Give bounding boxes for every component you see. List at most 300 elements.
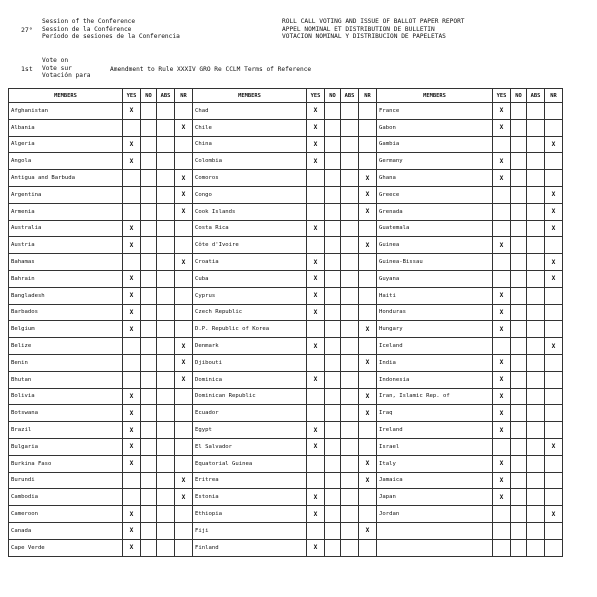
vote-nr-cell bbox=[545, 304, 563, 321]
session-label bbox=[42, 18, 180, 41]
vote-yes-cell: X bbox=[123, 405, 141, 422]
vote-abs-cell bbox=[341, 220, 359, 237]
vote-no-cell bbox=[325, 438, 341, 455]
vote-yes-cell: X bbox=[307, 371, 325, 388]
vote-nr-cell bbox=[359, 119, 377, 136]
vote-yes-cell: X bbox=[493, 472, 511, 489]
vote-no-cell bbox=[511, 489, 527, 506]
vote-no-cell bbox=[141, 422, 157, 439]
column-header: YES bbox=[307, 89, 325, 103]
vote-abs-cell bbox=[157, 338, 175, 355]
vote-abs-cell bbox=[341, 186, 359, 203]
vote-abs-cell bbox=[157, 321, 175, 338]
vote-no-cell bbox=[141, 539, 157, 556]
vote-nr-cell: X bbox=[545, 254, 563, 271]
vote-abs-cell bbox=[157, 388, 175, 405]
vote-yes-cell: X bbox=[493, 103, 511, 120]
vote-nr-cell bbox=[359, 270, 377, 287]
vote-no-cell bbox=[141, 203, 157, 220]
vote-nr-cell: X bbox=[545, 270, 563, 287]
vote-no-cell bbox=[141, 455, 157, 472]
vote-abs-cell bbox=[527, 472, 545, 489]
vote-nr-cell: X bbox=[545, 203, 563, 220]
vote-nr-cell bbox=[545, 287, 563, 304]
vote-no-cell bbox=[325, 489, 341, 506]
table-row bbox=[9, 186, 563, 203]
vote-abs-cell bbox=[341, 254, 359, 271]
vote-yes-cell: X bbox=[123, 136, 141, 153]
member-name: Albania bbox=[9, 119, 123, 136]
vote-nr-cell bbox=[545, 103, 563, 120]
vote-nr-cell: X bbox=[359, 455, 377, 472]
member-name: Jordan bbox=[377, 506, 493, 523]
member-name: Germany bbox=[377, 153, 493, 170]
vote-yes-cell: X bbox=[307, 438, 325, 455]
report-line: VOTACION NOMINAL Y DISTRIBUCION DE PAPELETAS bbox=[282, 33, 446, 41]
table-row bbox=[9, 354, 563, 371]
vote-yes-cell: X bbox=[307, 270, 325, 287]
vote-nr-cell bbox=[175, 506, 193, 523]
vote-abs-cell bbox=[157, 472, 175, 489]
vote-nr-cell: X bbox=[175, 489, 193, 506]
session-line: Session of the Conference bbox=[42, 18, 136, 25]
vote-abs-cell bbox=[341, 304, 359, 321]
column-header: MEMBERS bbox=[9, 89, 123, 103]
member-name: Greece bbox=[377, 186, 493, 203]
member-name: Honduras bbox=[377, 304, 493, 321]
vote-abs-cell bbox=[341, 438, 359, 455]
vote-on-line: Vote on bbox=[42, 57, 69, 64]
vote-abs-cell bbox=[527, 388, 545, 405]
vote-abs-cell bbox=[341, 371, 359, 388]
member-name: Czech Republic bbox=[193, 304, 307, 321]
vote-nr-cell bbox=[545, 405, 563, 422]
vote-nr-cell bbox=[359, 422, 377, 439]
vote-yes-cell: X bbox=[493, 388, 511, 405]
vote-yes-cell: X bbox=[493, 237, 511, 254]
vote-nr-cell bbox=[359, 304, 377, 321]
vote-nr-cell bbox=[545, 153, 563, 170]
member-name: Cape Verde bbox=[9, 539, 123, 556]
vote-yes-cell: X bbox=[123, 304, 141, 321]
vote-nr-cell bbox=[359, 371, 377, 388]
column-header: MEMBERS bbox=[377, 89, 493, 103]
vote-nr-cell bbox=[545, 522, 563, 539]
vote-no-cell bbox=[511, 103, 527, 120]
vote-nr-cell bbox=[359, 153, 377, 170]
vote-abs-cell bbox=[527, 506, 545, 523]
vote-yes-cell: X bbox=[307, 254, 325, 271]
vote-yes-cell bbox=[307, 203, 325, 220]
vote-no-cell bbox=[325, 170, 341, 187]
member-name: Djibouti bbox=[193, 354, 307, 371]
vote-no-cell bbox=[325, 304, 341, 321]
session-line: Session de la Conférence bbox=[42, 25, 132, 33]
vote-no-cell bbox=[141, 506, 157, 523]
member-name: Indonesia bbox=[377, 371, 493, 388]
vote-abs-cell bbox=[157, 186, 175, 203]
vote-nr-cell bbox=[545, 119, 563, 136]
vote-yes-cell bbox=[307, 170, 325, 187]
vote-nr-cell: X bbox=[359, 237, 377, 254]
vote-nr-cell bbox=[175, 237, 193, 254]
vote-abs-cell bbox=[157, 422, 175, 439]
vote-nr-cell bbox=[359, 539, 377, 556]
member-name: Barbados bbox=[9, 304, 123, 321]
vote-yes-cell: X bbox=[307, 489, 325, 506]
vote-abs-cell bbox=[527, 237, 545, 254]
member-name: Benin bbox=[9, 354, 123, 371]
session-line: Período de sesiones de la Conferencia bbox=[42, 33, 180, 41]
member-name: Jamaica bbox=[377, 472, 493, 489]
vote-yes-cell bbox=[493, 220, 511, 237]
member-name: Bulgaria bbox=[9, 438, 123, 455]
vote-nr-cell bbox=[175, 388, 193, 405]
vote-no-cell bbox=[141, 237, 157, 254]
table-row bbox=[9, 119, 563, 136]
table-row bbox=[9, 153, 563, 170]
vote-nr-cell bbox=[175, 438, 193, 455]
vote-yes-cell: X bbox=[123, 522, 141, 539]
vote-yes-cell: X bbox=[493, 489, 511, 506]
vote-nr-cell: X bbox=[359, 405, 377, 422]
vote-yes-cell: X bbox=[493, 321, 511, 338]
vote-no-cell bbox=[511, 119, 527, 136]
vote-yes-cell bbox=[123, 203, 141, 220]
vote-yes-cell bbox=[493, 270, 511, 287]
vote-yes-cell: X bbox=[493, 371, 511, 388]
vote-yes-cell bbox=[493, 522, 511, 539]
table-row bbox=[9, 489, 563, 506]
member-name: Cuba bbox=[193, 270, 307, 287]
vote-yes-cell: X bbox=[123, 438, 141, 455]
member-name: Argentina bbox=[9, 186, 123, 203]
vote-yes-cell bbox=[123, 338, 141, 355]
table-row bbox=[9, 371, 563, 388]
column-header: ABS bbox=[527, 89, 545, 103]
vote-yes-cell: X bbox=[493, 405, 511, 422]
member-name: Guatemala bbox=[377, 220, 493, 237]
member-name: Bangladesh bbox=[9, 287, 123, 304]
vote-no-cell bbox=[511, 472, 527, 489]
vote-abs-cell bbox=[157, 506, 175, 523]
vote-abs-cell bbox=[527, 371, 545, 388]
vote-nr-cell: X bbox=[545, 186, 563, 203]
vote-nr-cell: X bbox=[545, 438, 563, 455]
member-name: Iran, Islamic Rep. of bbox=[377, 388, 493, 405]
vote-yes-cell bbox=[123, 170, 141, 187]
vote-abs-cell bbox=[157, 254, 175, 271]
vote-no-cell bbox=[141, 489, 157, 506]
vote-yes-cell: X bbox=[307, 136, 325, 153]
member-name: Cameroon bbox=[9, 506, 123, 523]
vote-abs-cell bbox=[341, 321, 359, 338]
vote-abs-cell bbox=[157, 522, 175, 539]
vote-abs-cell bbox=[157, 304, 175, 321]
table-row bbox=[9, 422, 563, 439]
vote-nr-cell: X bbox=[175, 354, 193, 371]
vote-abs-cell bbox=[527, 354, 545, 371]
column-header: ABS bbox=[341, 89, 359, 103]
member-name: France bbox=[377, 103, 493, 120]
vote-no-cell bbox=[141, 119, 157, 136]
member-name: Croatia bbox=[193, 254, 307, 271]
column-header: NR bbox=[175, 89, 193, 103]
member-name: Ethiopia bbox=[193, 506, 307, 523]
vote-yes-cell: X bbox=[123, 422, 141, 439]
vote-no-cell bbox=[511, 422, 527, 439]
member-name: Congo bbox=[193, 186, 307, 203]
member-name: Chile bbox=[193, 119, 307, 136]
vote-nr-cell: X bbox=[175, 371, 193, 388]
vote-on-line: Votación para bbox=[42, 72, 91, 80]
vote-yes-cell: X bbox=[307, 506, 325, 523]
member-name: Equatorial Guinea bbox=[193, 455, 307, 472]
member-name: Guinea bbox=[377, 237, 493, 254]
table-row bbox=[9, 472, 563, 489]
member-name: Afghanistan bbox=[9, 103, 123, 120]
vote-abs-cell bbox=[527, 186, 545, 203]
vote-abs-cell bbox=[157, 153, 175, 170]
vote-nr-cell bbox=[545, 321, 563, 338]
vote-yes-cell bbox=[123, 186, 141, 203]
vote-nr-cell bbox=[545, 472, 563, 489]
member-name: Belize bbox=[9, 338, 123, 355]
vote-nr-cell bbox=[359, 438, 377, 455]
member-name: Belgium bbox=[9, 321, 123, 338]
vote-no-cell bbox=[511, 506, 527, 523]
vote-no-cell bbox=[511, 254, 527, 271]
motion-title: Amendment to Rule XXXIV GRO Re CCLM Terms of Reference bbox=[110, 66, 312, 73]
vote-abs-cell bbox=[157, 539, 175, 556]
vote-no-cell bbox=[511, 354, 527, 371]
vote-no-cell bbox=[511, 438, 527, 455]
vote-nr-cell bbox=[545, 388, 563, 405]
vote-yes-cell: X bbox=[307, 287, 325, 304]
vote-no-cell bbox=[325, 103, 341, 120]
vote-nr-cell bbox=[545, 371, 563, 388]
table-row bbox=[9, 254, 563, 271]
vote-abs-cell bbox=[341, 153, 359, 170]
member-name: Gambia bbox=[377, 136, 493, 153]
table-header bbox=[9, 89, 563, 103]
member-name: Iraq bbox=[377, 405, 493, 422]
vote-no-cell bbox=[511, 287, 527, 304]
vote-abs-cell bbox=[157, 438, 175, 455]
member-name: Bahrain bbox=[9, 270, 123, 287]
vote-yes-cell: X bbox=[123, 237, 141, 254]
member-name: Bahamas bbox=[9, 254, 123, 271]
vote-abs-cell bbox=[527, 489, 545, 506]
vote-number: 1st bbox=[21, 65, 33, 73]
vote-nr-cell: X bbox=[359, 354, 377, 371]
vote-on-line: Vote sur bbox=[42, 64, 72, 72]
vote-yes-cell: X bbox=[123, 321, 141, 338]
member-name: Dominica bbox=[193, 371, 307, 388]
vote-abs-cell bbox=[157, 103, 175, 120]
member-name: India bbox=[377, 354, 493, 371]
vote-nr-cell bbox=[359, 489, 377, 506]
vote-no-cell bbox=[325, 472, 341, 489]
vote-abs-cell bbox=[341, 237, 359, 254]
vote-nr-cell: X bbox=[175, 119, 193, 136]
vote-yes-cell bbox=[307, 405, 325, 422]
vote-abs-cell bbox=[341, 522, 359, 539]
vote-yes-cell bbox=[307, 522, 325, 539]
vote-nr-cell bbox=[175, 321, 193, 338]
vote-abs-cell bbox=[527, 203, 545, 220]
vote-no-cell bbox=[325, 186, 341, 203]
vote-nr-cell bbox=[175, 220, 193, 237]
vote-yes-cell: X bbox=[123, 388, 141, 405]
member-name: Ghana bbox=[377, 170, 493, 187]
vote-no-cell bbox=[141, 287, 157, 304]
roll-call-table bbox=[8, 88, 563, 557]
vote-abs-cell bbox=[527, 153, 545, 170]
member-name: Finland bbox=[193, 539, 307, 556]
vote-abs-cell bbox=[527, 103, 545, 120]
vote-abs-cell bbox=[341, 103, 359, 120]
vote-yes-cell: X bbox=[493, 455, 511, 472]
vote-nr-cell: X bbox=[175, 254, 193, 271]
member-name: D.P. Republic of Korea bbox=[193, 321, 307, 338]
vote-no-cell bbox=[511, 237, 527, 254]
vote-abs-cell bbox=[157, 170, 175, 187]
member-name: Algeria bbox=[9, 136, 123, 153]
member-name: Armenia bbox=[9, 203, 123, 220]
vote-nr-cell: X bbox=[175, 170, 193, 187]
table-row bbox=[9, 103, 563, 120]
vote-abs-cell bbox=[341, 539, 359, 556]
vote-yes-cell bbox=[493, 438, 511, 455]
vote-abs-cell bbox=[157, 287, 175, 304]
member-name: Antigua and Barbuda bbox=[9, 170, 123, 187]
vote-nr-cell: X bbox=[359, 522, 377, 539]
member-name: Guyana bbox=[377, 270, 493, 287]
vote-no-cell bbox=[141, 270, 157, 287]
vote-nr-cell: X bbox=[359, 203, 377, 220]
report-title bbox=[282, 18, 465, 41]
table-row bbox=[9, 506, 563, 523]
vote-nr-cell: X bbox=[359, 170, 377, 187]
vote-no-cell bbox=[325, 270, 341, 287]
vote-no-cell bbox=[141, 338, 157, 355]
vote-nr-cell bbox=[545, 455, 563, 472]
vote-no-cell bbox=[325, 237, 341, 254]
vote-no-cell bbox=[325, 422, 341, 439]
vote-no-cell bbox=[141, 170, 157, 187]
vote-yes-cell: X bbox=[493, 287, 511, 304]
vote-abs-cell bbox=[341, 506, 359, 523]
vote-no-cell bbox=[325, 220, 341, 237]
member-name: Côte d'Ivoire bbox=[193, 237, 307, 254]
member-name: Australia bbox=[9, 220, 123, 237]
report-line: ROLL CALL VOTING AND ISSUE OF BALLOT PAPER REPORT bbox=[282, 18, 465, 25]
vote-abs-cell bbox=[341, 287, 359, 304]
vote-no-cell bbox=[325, 539, 341, 556]
vote-nr-cell bbox=[175, 522, 193, 539]
vote-no-cell bbox=[325, 153, 341, 170]
vote-nr-cell bbox=[359, 254, 377, 271]
session-number: 27° bbox=[21, 26, 33, 34]
vote-abs-cell bbox=[527, 438, 545, 455]
table-row bbox=[9, 237, 563, 254]
column-header: YES bbox=[493, 89, 511, 103]
vote-yes-cell bbox=[307, 455, 325, 472]
vote-abs-cell bbox=[341, 170, 359, 187]
vote-abs-cell bbox=[341, 489, 359, 506]
vote-no-cell bbox=[325, 371, 341, 388]
vote-no-cell bbox=[325, 354, 341, 371]
member-name bbox=[377, 522, 493, 539]
vote-yes-cell bbox=[493, 539, 511, 556]
vote-yes-cell: X bbox=[123, 455, 141, 472]
vote-no-cell bbox=[511, 539, 527, 556]
vote-nr-cell: X bbox=[545, 338, 563, 355]
vote-no-cell bbox=[511, 203, 527, 220]
vote-abs-cell bbox=[341, 388, 359, 405]
column-header: ABS bbox=[157, 89, 175, 103]
member-name: Comoros bbox=[193, 170, 307, 187]
member-name: Hungary bbox=[377, 321, 493, 338]
vote-abs-cell bbox=[527, 136, 545, 153]
vote-abs-cell bbox=[527, 455, 545, 472]
vote-abs-cell bbox=[527, 287, 545, 304]
member-name: Bolivia bbox=[9, 388, 123, 405]
vote-abs-cell bbox=[157, 136, 175, 153]
member-name: Haiti bbox=[377, 287, 493, 304]
table-row bbox=[9, 287, 563, 304]
member-name: Botswana bbox=[9, 405, 123, 422]
vote-no-cell bbox=[325, 287, 341, 304]
column-header: NO bbox=[511, 89, 527, 103]
vote-abs-cell bbox=[527, 405, 545, 422]
vote-nr-cell bbox=[175, 136, 193, 153]
vote-no-cell bbox=[141, 220, 157, 237]
vote-abs-cell bbox=[527, 422, 545, 439]
member-name: Cook Islands bbox=[193, 203, 307, 220]
vote-abs-cell bbox=[527, 220, 545, 237]
member-name bbox=[377, 539, 493, 556]
vote-yes-cell bbox=[307, 388, 325, 405]
vote-nr-cell bbox=[545, 354, 563, 371]
member-name: Fiji bbox=[193, 522, 307, 539]
vote-yes-cell: X bbox=[493, 304, 511, 321]
table-row bbox=[9, 455, 563, 472]
vote-abs-cell bbox=[157, 203, 175, 220]
member-name: Brazil bbox=[9, 422, 123, 439]
vote-abs-cell bbox=[527, 170, 545, 187]
vote-nr-cell bbox=[175, 304, 193, 321]
table-row bbox=[9, 388, 563, 405]
vote-yes-cell: X bbox=[493, 422, 511, 439]
vote-nr-cell bbox=[175, 287, 193, 304]
member-name: Angola bbox=[9, 153, 123, 170]
vote-nr-cell bbox=[175, 455, 193, 472]
vote-yes-cell bbox=[123, 354, 141, 371]
vote-yes-cell: X bbox=[307, 422, 325, 439]
vote-no-cell bbox=[325, 388, 341, 405]
vote-nr-cell bbox=[545, 170, 563, 187]
vote-no-cell bbox=[325, 405, 341, 422]
vote-abs-cell bbox=[157, 489, 175, 506]
vote-nr-cell bbox=[175, 422, 193, 439]
table-row bbox=[9, 136, 563, 153]
vote-no-cell bbox=[141, 354, 157, 371]
vote-abs-cell bbox=[527, 522, 545, 539]
member-name: Cambodia bbox=[9, 489, 123, 506]
table-row bbox=[9, 220, 563, 237]
